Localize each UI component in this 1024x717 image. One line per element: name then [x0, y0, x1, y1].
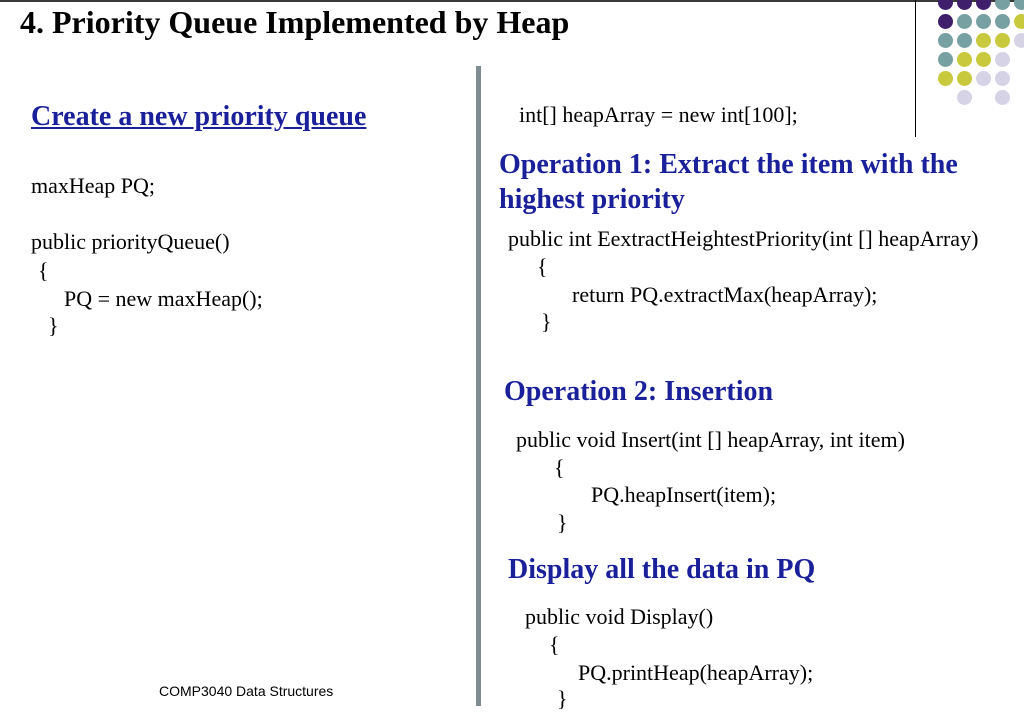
decor-dot	[1014, 14, 1024, 29]
heap-array-declaration: int[] heapArray = new int[100];	[519, 102, 798, 127]
decor-dot	[976, 14, 991, 29]
operation3-close-brace: }	[557, 686, 568, 711]
decor-dot	[995, 0, 1010, 10]
constructor-body: PQ = new maxHeap();	[64, 286, 263, 311]
operation2-body: PQ.heapInsert(item);	[591, 482, 777, 507]
decor-dot	[938, 0, 953, 10]
decor-dot	[957, 0, 972, 10]
decor-dot	[976, 33, 991, 48]
title-vertical-rule	[915, 0, 916, 137]
operation1-signature: public int EextractHeightestPriority(int [] heapArray)	[508, 226, 979, 251]
decor-dot	[938, 14, 953, 29]
slide-title: 4. Priority Queue Implemented by Heap	[20, 4, 570, 40]
decor-dot	[938, 52, 953, 67]
decor-dot	[995, 33, 1010, 48]
decor-dot	[957, 90, 972, 105]
decor-dot	[957, 52, 972, 67]
constructor-close-brace: }	[48, 313, 59, 338]
decor-dot	[976, 71, 991, 86]
operation3-body: PQ.printHeap(heapArray);	[578, 660, 814, 685]
decor-dot	[976, 52, 991, 67]
decor-dot	[995, 52, 1010, 67]
operation3-title: Display all the data in PQ	[508, 554, 816, 585]
decor-dot	[995, 71, 1010, 86]
operation2-title: Operation 2: Insertion	[504, 376, 774, 407]
column-divider	[476, 66, 481, 706]
slide-footer: COMP3040 Data Structures	[159, 683, 334, 699]
decor-dot	[957, 33, 972, 48]
create-queue-heading[interactable]: Create a new priority queue	[31, 101, 367, 132]
decor-dot	[995, 90, 1010, 105]
operation1-close-brace: }	[541, 309, 552, 334]
decor-dot	[957, 71, 972, 86]
operation2-open-brace: {	[554, 455, 565, 480]
decor-dot	[995, 14, 1010, 29]
decor-dot	[938, 33, 953, 48]
operation2-close-brace: }	[557, 510, 568, 535]
operation3-open-brace: {	[549, 632, 560, 657]
constructor-open-brace: {	[38, 258, 49, 283]
operation1-open-brace: {	[537, 254, 548, 279]
operation3-signature: public void Display()	[525, 604, 714, 629]
operation1-body: return PQ.extractMax(heapArray);	[572, 282, 878, 307]
operation2-signature: public void Insert(int [] heapArray, int item)	[516, 427, 905, 452]
constructor-signature: public priorityQueue()	[31, 229, 230, 254]
decor-dot	[976, 0, 991, 10]
decor-dot	[957, 14, 972, 29]
decor-dot	[1014, 0, 1024, 10]
operation1-title-line1: Operation 1: Extract the item with the	[499, 149, 958, 180]
operation1-title-line2: highest priority	[499, 184, 685, 215]
decor-dot	[1014, 33, 1024, 48]
heap-declaration: maxHeap PQ;	[31, 173, 156, 198]
decor-dot	[938, 71, 953, 86]
